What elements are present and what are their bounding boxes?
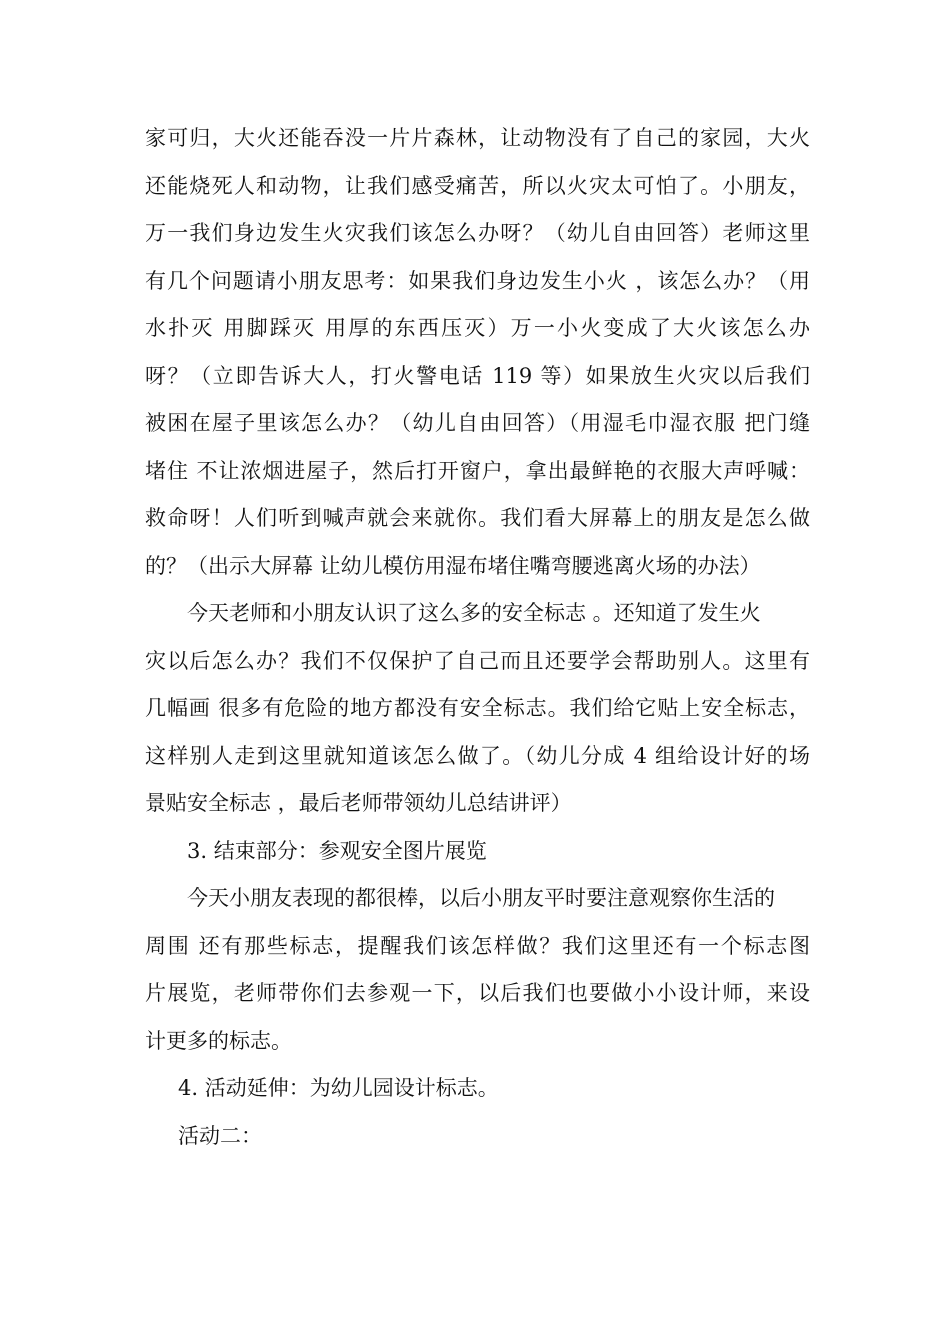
text-line: 万一我们身边发生火灾我们该怎么办呀？（幼儿自由回答）老师这里 <box>145 221 810 245</box>
text-line: 的？（出示大屏幕 让幼儿模仿用湿布堵住嘴弯腰逃离火场的办法） <box>145 553 761 578</box>
text-line: 家可归，大火还能吞没一片片森林，让动物没有了自己的家园，大火 <box>145 126 810 150</box>
text-line: 有几个问题请小朋友思考：如果我们身边发生小火 ，该怎么办？（用 <box>145 268 810 293</box>
text-line: 呀？（立即告诉大人，打火警电话 119 等）如果放生火灾以后我们 <box>145 363 810 388</box>
text-line: 救命呀！人们听到喊声就会来就你。我们看大屏幕上的朋友是怎么做 <box>145 506 810 530</box>
text-line: 几幅画 很多有危险的地方都没有安全标志。我们给它贴上安全标志， <box>145 696 810 720</box>
text-line: 还能烧死人和动物，让我们感受痛苦，所以火灾太可怕了。小朋友， <box>145 173 810 198</box>
text-line: 计更多的标志。 <box>145 1028 292 1053</box>
text-line: 片展览，老师带你们去参观一下，以后我们也要做小小设计师，来设 <box>145 981 810 1005</box>
text-line: 景贴安全标志 ，最后老师带领幼儿总结讲评） <box>145 791 572 815</box>
text-line: 水扑灭 用脚踩灭 用厚的东西压灭）万一小火变成了大火该怎么办 <box>145 316 810 340</box>
text-line: 周围 还有那些标志，提醒我们该怎样做？我们这里还有一个标志图 <box>145 933 810 958</box>
paragraph-first-line: 今天小朋友表现的都很棒，以后小朋友平时要注意观察你生活的 <box>187 886 775 910</box>
text-line: 被困在屋子里该怎么办？（幼儿自由回答）（用湿毛巾湿衣服 把门缝 <box>145 411 810 435</box>
activity-heading: 活动二： <box>178 1123 262 1148</box>
document-body <box>145 115 810 1160</box>
section-heading: 4. 活动延伸：为幼儿园设计标志。 <box>178 1076 499 1100</box>
text-line: 堵住 不让浓烟进屋子，然后打开窗户，拿出最鲜艳的衣服大声呼喊： <box>145 458 810 483</box>
paragraph-first-line: 今天老师和小朋友认识了这么多的安全标志 。还知道了发生火 <box>187 601 761 625</box>
section-heading: 3. 结束部分：参观安全图片展览 <box>187 838 487 863</box>
text-line: 灾以后怎么办？我们不仅保护了自己而且还要学会帮助别人。这里有 <box>145 648 810 673</box>
text-line: 这样别人走到这里就知道该怎么做了。（幼儿分成 4 组给设计好的场 <box>145 743 810 768</box>
